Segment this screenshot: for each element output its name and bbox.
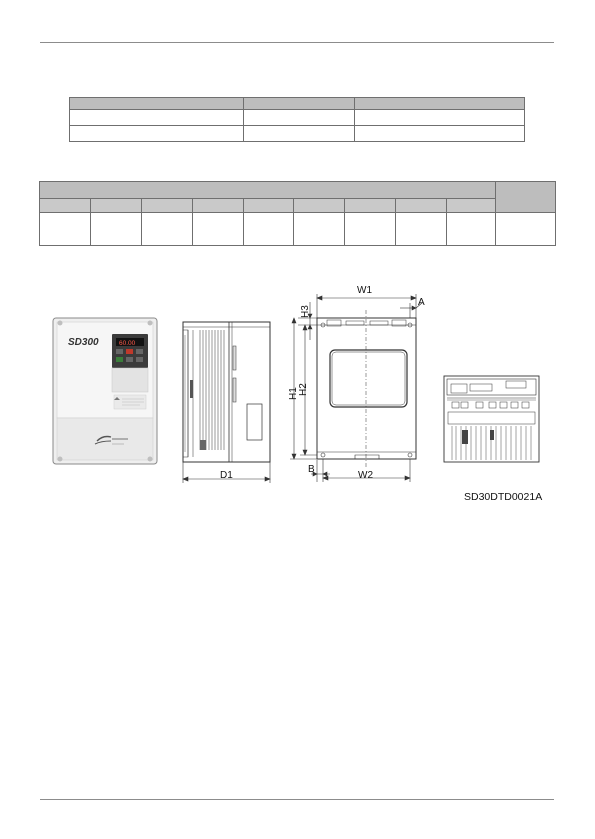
label-h3: H3 <box>300 305 311 318</box>
footer-rule <box>40 799 554 800</box>
drive-side-view <box>183 322 270 462</box>
display-readout: 60.00 <box>119 340 136 347</box>
label-w2: W2 <box>358 470 373 481</box>
drive-front-view <box>53 318 157 464</box>
label-h1: H1 <box>288 387 299 400</box>
label-a: A <box>418 297 425 308</box>
drawing-code: SD30DTD0021A <box>464 491 543 503</box>
brand-logo-text: SD300 <box>68 337 99 348</box>
label-b: B <box>308 464 315 475</box>
drive-terminal-view <box>444 376 539 462</box>
label-w1: W1 <box>357 285 372 296</box>
label-h2: H2 <box>298 383 309 396</box>
label-d1: D1 <box>220 470 233 481</box>
drive-back-view <box>305 310 428 468</box>
dimension-lines-back <box>290 294 422 482</box>
